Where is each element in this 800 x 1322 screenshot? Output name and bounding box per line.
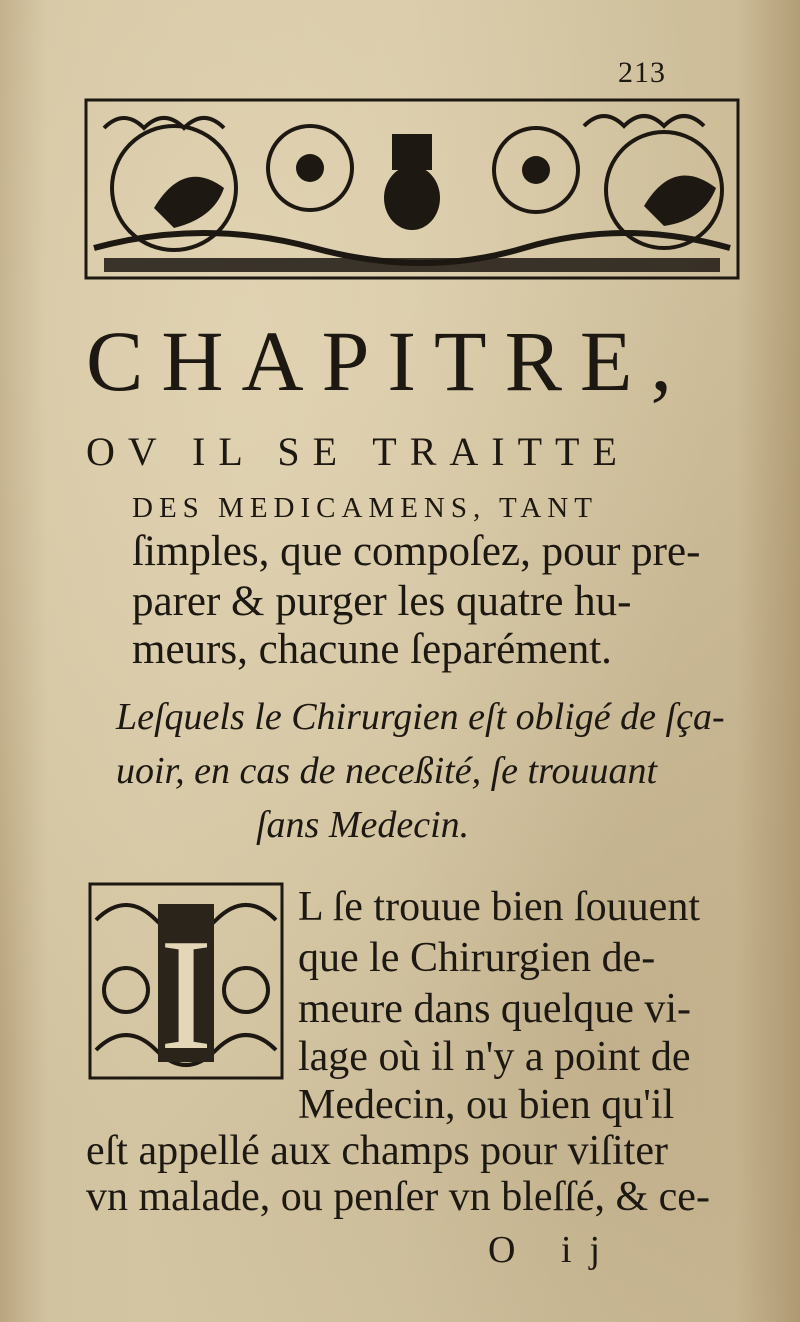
- initial-letter: I: [159, 905, 213, 1082]
- italic-summary-line: ſans Medecin.: [256, 804, 470, 846]
- italic-summary-line: uoir, en cas de neceßité, ſe trouuant: [116, 750, 658, 792]
- chapter-subtitle: OV IL SE TRAITTE: [86, 429, 630, 474]
- floral-initial-ornament-icon: [86, 880, 286, 1082]
- body-line: eſt appellé aux champs pour viſiter: [86, 1128, 668, 1174]
- heading-line: ſimples, que compoſez, pour pre-: [132, 528, 701, 575]
- signature-mark: O ij: [488, 1229, 619, 1271]
- page-number: 213: [618, 56, 666, 89]
- italic-summary-line: Leſquels le Chirurgien eſt obligé de ſça-: [116, 696, 725, 738]
- body-line: lage où il n'y a point de: [298, 1034, 691, 1080]
- chapter-subtitle-line2: DES MEDICAMENS, TANT: [132, 492, 598, 524]
- body-line: que le Chirurgien de-: [298, 935, 656, 981]
- heading-line: meurs, chacune ſeparément.: [132, 626, 612, 673]
- heading-line: parer & purger les quatre hu-: [132, 578, 632, 625]
- woodcut-headpiece-ornament-icon: [84, 98, 740, 280]
- body-line: vn malade, ou penſer vn bleſſé, & ce-: [86, 1174, 710, 1220]
- body-line: meure dans quelque vi-: [298, 986, 692, 1032]
- body-line: Medecin, ou bien qu'il: [298, 1082, 675, 1128]
- chapter-title: CHAPITRE,: [86, 313, 690, 409]
- body-line: L ſe trouue bien ſouuent: [298, 884, 700, 930]
